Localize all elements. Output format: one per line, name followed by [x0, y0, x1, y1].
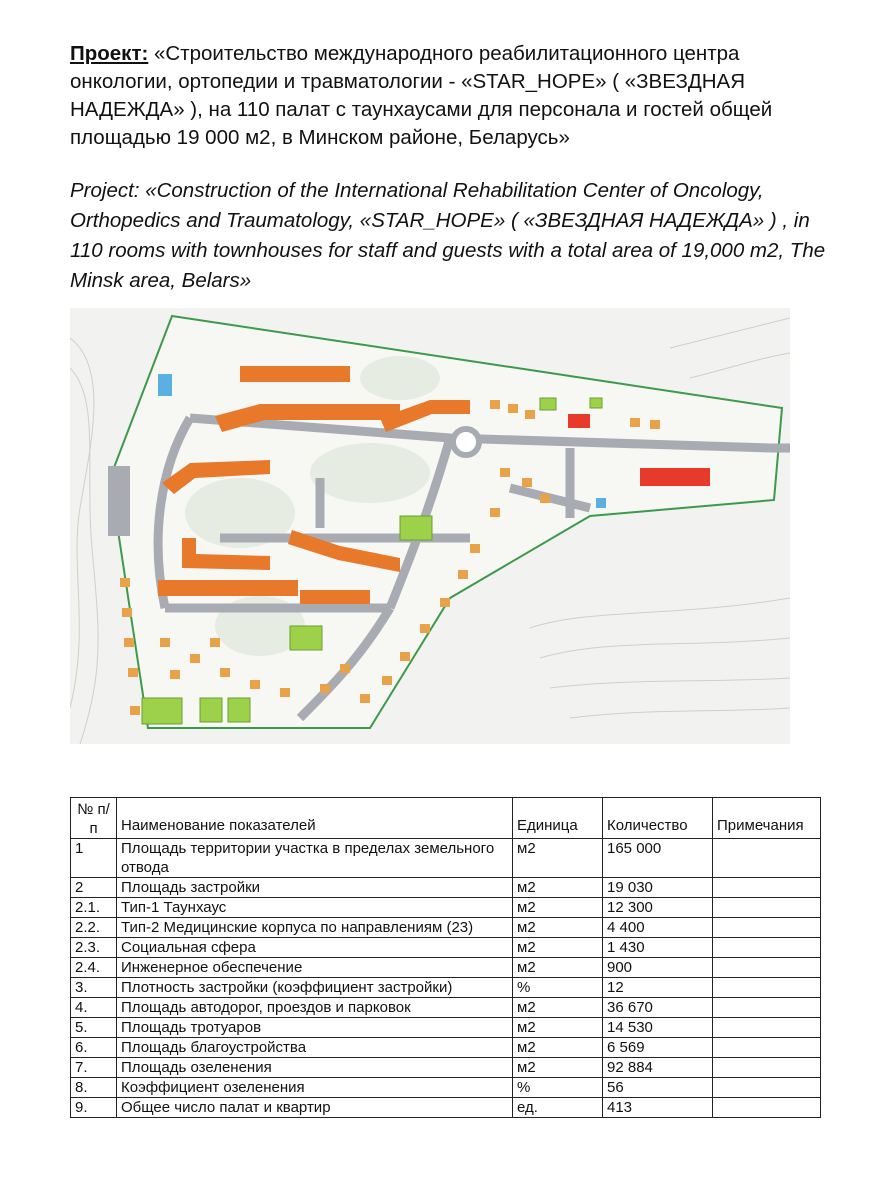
- row-unit: м2: [513, 1018, 603, 1038]
- project-title-en: Project: «Construction of the International Rehabilitation Center of Oncology, Orthopedics and Traumatology, «STAR_HOPE» ( «ЗВЕЗДНАЯ НАДЕЖДА» ) , in 110 rooms with townhouses for staff and guests with a total area of 19,000 m2, The Minsk area, Belars»: [70, 179, 826, 292]
- row-name: Плотность застройки (коэффициент застройки): [117, 978, 513, 998]
- row-unit: %: [513, 978, 603, 998]
- next-page-fragment: [70, 1190, 820, 1200]
- row-name: Площадь автодорог, проездов и парковок: [117, 998, 513, 1018]
- parking-lot: [108, 466, 130, 536]
- row-name: Инженерное обеспечение: [117, 958, 513, 978]
- row-number: 9.: [71, 1098, 117, 1118]
- row-quantity: 14 530: [603, 1018, 713, 1038]
- row-quantity: 900: [603, 958, 713, 978]
- table-row: [71, 918, 821, 938]
- row-number: 5.: [71, 1018, 117, 1038]
- table-row: [71, 839, 821, 878]
- row-name: Площадь благоустройства: [117, 1038, 513, 1058]
- row-quantity: 1 430: [603, 938, 713, 958]
- row-number: 3.: [71, 978, 117, 998]
- header-quantity: Количество: [603, 798, 713, 839]
- row-note: [713, 1078, 821, 1098]
- table-row: [71, 958, 821, 978]
- table-row: [71, 978, 821, 998]
- row-note: [713, 978, 821, 998]
- row-name: Общее число палат и квартир: [117, 1098, 513, 1118]
- row-quantity: 165 000: [603, 839, 713, 878]
- row-quantity: 12: [603, 978, 713, 998]
- row-quantity: 413: [603, 1098, 713, 1118]
- row-note: [713, 958, 821, 978]
- row-note: [713, 878, 821, 898]
- row-unit: %: [513, 1078, 603, 1098]
- row-note: [713, 839, 821, 878]
- row-number: 2.1.: [71, 898, 117, 918]
- row-number: 2.2.: [71, 918, 117, 938]
- row-note: [713, 1018, 821, 1038]
- table-row: [71, 1018, 821, 1038]
- row-quantity: 92 884: [603, 1058, 713, 1078]
- project-title-ru: [70, 40, 830, 152]
- row-number: 2.3.: [71, 938, 117, 958]
- table-header-row: [71, 798, 821, 839]
- row-number: 8.: [71, 1078, 117, 1098]
- row-name: Площадь территории участка в пределах земельного отвода: [117, 839, 513, 878]
- header-unit: Единица: [513, 798, 603, 839]
- row-name: Коэффициент озеленения: [117, 1078, 513, 1098]
- site-plan-drawing: [70, 308, 790, 744]
- row-note: [713, 898, 821, 918]
- row-number: 4.: [71, 998, 117, 1018]
- row-name: Социальная сфера: [117, 938, 513, 958]
- row-quantity: 56: [603, 1078, 713, 1098]
- row-name: Площадь озеленения: [117, 1058, 513, 1078]
- row-number: 2: [71, 878, 117, 898]
- header-number: № п/п: [71, 798, 117, 839]
- row-note: [713, 1058, 821, 1078]
- row-number: 1: [71, 839, 117, 878]
- row-note: [713, 938, 821, 958]
- header-name: Наименование показателей: [117, 798, 513, 839]
- row-unit: м2: [513, 878, 603, 898]
- table-row: [71, 1098, 821, 1118]
- row-quantity: 6 569: [603, 1038, 713, 1058]
- row-unit: ед.: [513, 1098, 603, 1118]
- row-name: Тип-1 Таунхаус: [117, 898, 513, 918]
- row-unit: м2: [513, 918, 603, 938]
- row-note: [713, 1038, 821, 1058]
- table-row: [71, 1038, 821, 1058]
- row-number: 6.: [71, 1038, 117, 1058]
- row-quantity: 4 400: [603, 918, 713, 938]
- row-number: 2.4.: [71, 958, 117, 978]
- cut-off-table-border: [70, 1193, 820, 1200]
- row-name: Площадь застройки: [117, 878, 513, 898]
- row-name: Тип-2 Медицинские корпуса по направлениям (23): [117, 918, 513, 938]
- roundabout: [453, 429, 479, 455]
- row-quantity: 36 670: [603, 998, 713, 1018]
- table-row: [71, 938, 821, 958]
- table-row: [71, 1078, 821, 1098]
- table-row: [71, 898, 821, 918]
- row-name: Площадь тротуаров: [117, 1018, 513, 1038]
- site-plan-image: [70, 308, 790, 744]
- table-row: [71, 998, 821, 1018]
- row-quantity: 19 030: [603, 878, 713, 898]
- row-note: [713, 1098, 821, 1118]
- project-label: Проект:: [70, 42, 149, 65]
- row-unit: м2: [513, 1038, 603, 1058]
- row-unit: м2: [513, 898, 603, 918]
- row-unit: м2: [513, 839, 603, 878]
- row-note: [713, 998, 821, 1018]
- indicators-table: [70, 797, 821, 1118]
- row-unit: м2: [513, 938, 603, 958]
- header-notes: Примечания: [713, 798, 821, 839]
- row-number: 7.: [71, 1058, 117, 1078]
- table-row: [71, 878, 821, 898]
- row-quantity: 12 300: [603, 898, 713, 918]
- row-note: [713, 918, 821, 938]
- row-unit: м2: [513, 998, 603, 1018]
- project-title-ru-text: «Строительство международного реабилитационного центра онкологии, ортопедии и травматологии - «STAR_HOPE» ( «ЗВЕЗДНАЯ НАДЕЖДА» ), на 110 палат с таунхаусами для персонала и гостей общей площадью 19 000 м2, в Минском районе, Беларусь»: [70, 42, 773, 149]
- row-unit: м2: [513, 958, 603, 978]
- row-unit: м2: [513, 1058, 603, 1078]
- table-row: [71, 1058, 821, 1078]
